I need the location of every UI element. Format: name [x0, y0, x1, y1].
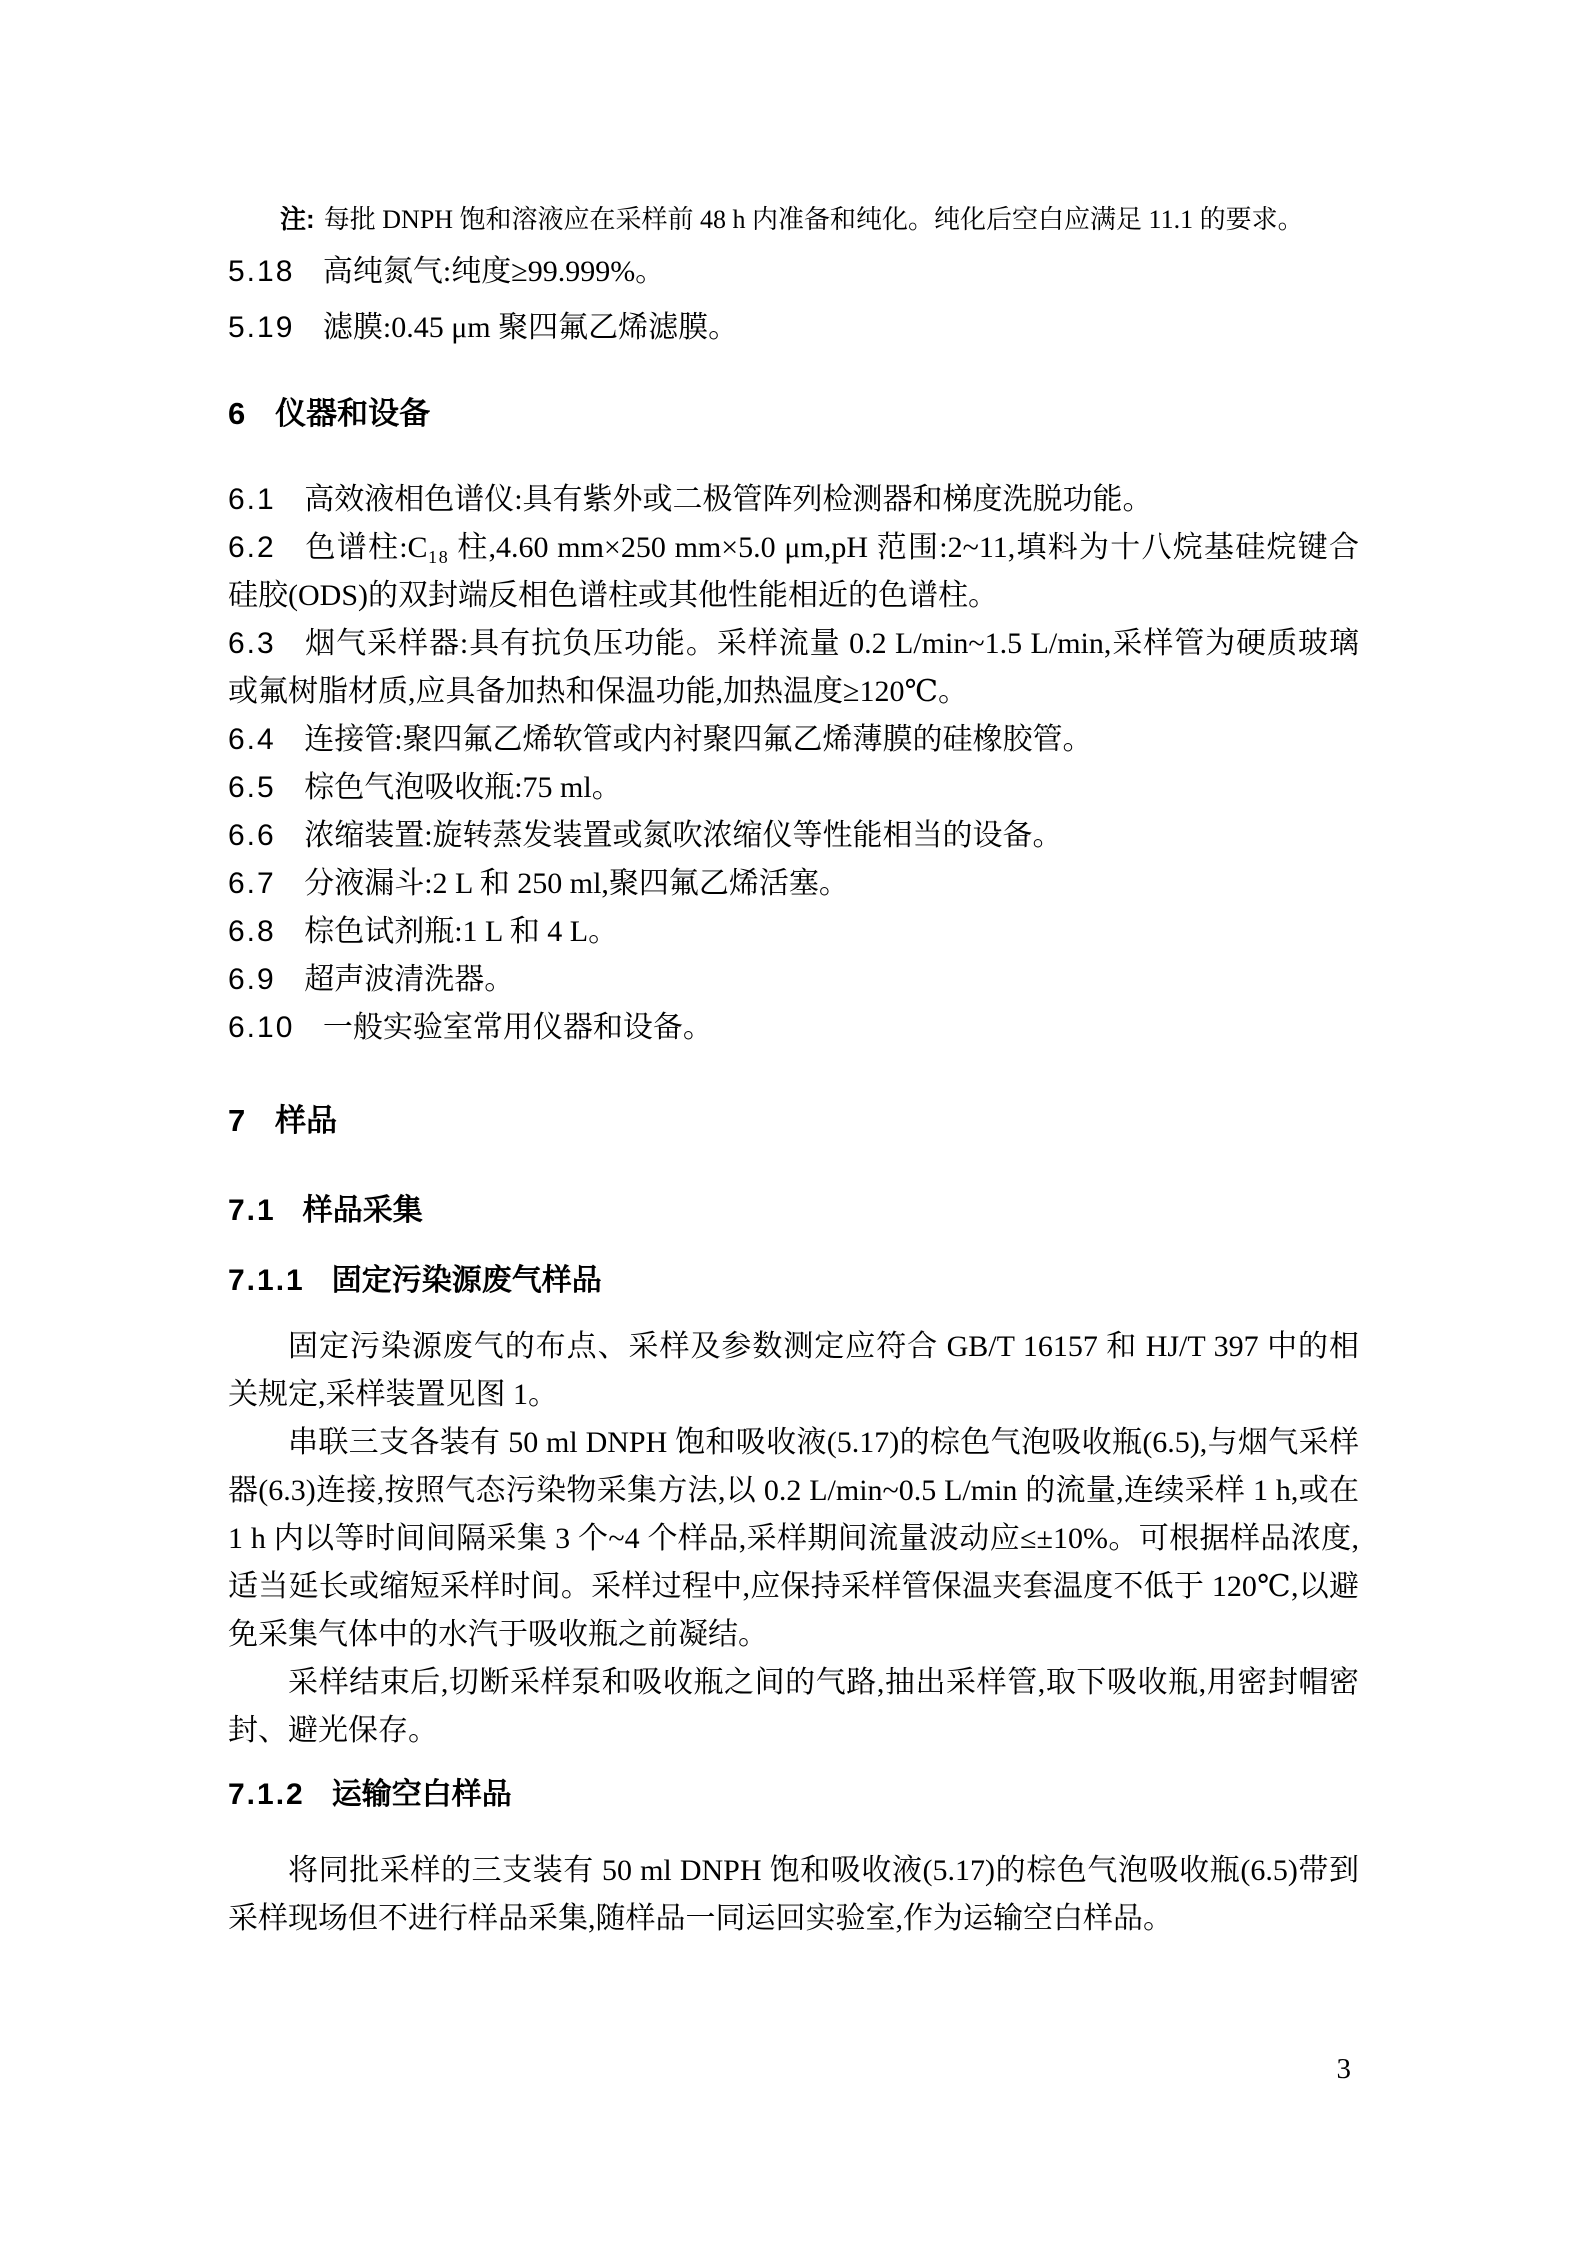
note-label: 注:: [280, 204, 315, 234]
note-text: 每批 DNPH 饱和溶液应在采样前 48 h 内准备和纯化。纯化后空白应满足 11.1 的要求。: [323, 205, 1304, 234]
paragraphs-7-1-1: [228, 1323, 1359, 1755]
body-paragraph: 固定污染源废气的布点、采样及参数测定应符合 GB/T 16157 和 HJ/T 397 中的相关规定,采样装置见图 1。: [228, 1330, 1359, 1411]
paragraphs-7-1-2: [228, 1847, 1359, 1943]
section-6-title: 仪器和设备: [275, 396, 431, 431]
clause-row: [228, 764, 1359, 812]
clause-row: [228, 476, 1359, 524]
clause-text: 高纯氮气:纯度≥99.999%。: [322, 255, 666, 288]
clause-number: 5.19: [228, 311, 295, 344]
body-paragraph: 串联三支各装有 50 ml DNPH 饱和吸收液(5.17)的棕色气泡吸收瓶(6.5),与烟气采样器(6.3)连接,按照气态污染物采集方法,以 0.2 L/min~0.5 L/min 的流量,连续采样 1 h,或在 1 h 内以等时间间隔采集 3 个~4 个样品,采样期间流量波动应≤±10%。可根据样品浓度,适当延长或缩短采样时间。采样过程中,应保持采样管保温夹套温度不低于 120℃,以避免采集气体中的水汽于吸收瓶之前凝结。: [228, 1426, 1359, 1651]
clause-text: 棕色气泡吸收瓶:75 ml。: [304, 771, 622, 804]
clause-number: 6.1: [228, 483, 276, 516]
clause-row: [228, 860, 1359, 908]
clause-number: 6.3: [228, 627, 276, 660]
page-number: 3: [1336, 2053, 1351, 2085]
clause-row: [228, 812, 1359, 860]
clause-number: 6.9: [228, 963, 276, 996]
clause-row: [228, 908, 1359, 956]
section-7-heading: [228, 1099, 1359, 1143]
section-7-1-number: 7.1: [228, 1194, 276, 1227]
section-7-1-2-heading: [228, 1773, 1359, 1817]
section-7-1-title: 样品采集: [302, 1194, 423, 1227]
section-7-number: 7: [228, 1103, 248, 1138]
clause-number: 6.8: [228, 915, 276, 948]
clause-row: [228, 248, 1359, 296]
clause-number: 6.4: [228, 723, 276, 756]
section-7-1-heading: [228, 1189, 1359, 1233]
clause-text: 一般实验室常用仪器和设备。: [322, 1011, 713, 1044]
body-paragraph: 采样结束后,切断采样泵和吸收瓶之间的气路,抽出采样管,取下吸收瓶,用密封帽密封、避光保存。: [228, 1666, 1359, 1747]
clause-text: 连接管:聚四氟乙烯软管或内衬聚四氟乙烯薄膜的硅橡胶管。: [304, 723, 1093, 756]
clause-row: [228, 716, 1359, 764]
section-7-1-1-title: 固定污染源废气样品: [331, 1264, 602, 1297]
clause-row: [228, 304, 1359, 352]
section-7-1-2-title: 运输空白样品: [331, 1778, 512, 1811]
clause-number: 6.6: [228, 819, 276, 852]
clause-number: 6.5: [228, 771, 276, 804]
clause-list-5: [228, 248, 1359, 352]
clause-text: 棕色试剂瓶:1 L 和 4 L。: [304, 915, 619, 948]
note-paragraph: [228, 195, 1359, 244]
clause-text: 超声波清洗器。: [304, 963, 515, 996]
clause-number: 5.18: [228, 255, 295, 288]
clause-number: 6.7: [228, 867, 276, 900]
body-paragraph: 将同批采样的三支装有 50 ml DNPH 饱和吸收液(5.17)的棕色气泡吸收瓶(6.5)带到采样现场但不进行样品采集,随样品一同运回实验室,作为运输空白样品。: [228, 1854, 1359, 1935]
clause-text: 色谱柱:C₁₈ 柱,4.60 mm×250 mm×5.0 μm,pH 范围:2~11,填料为十八烷基硅烷键合硅胶(ODS)的双封端反相色谱柱或其他性能相近的色谱柱。: [228, 531, 1359, 612]
clause-text: 浓缩装置:旋转蒸发装置或氮吹浓缩仪等性能相当的设备。: [304, 819, 1063, 852]
section-7-title: 样品: [275, 1103, 338, 1138]
clause-row: [228, 1004, 1359, 1052]
section-7-1-2-number: 7.1.2: [228, 1778, 305, 1811]
section-6-number: 6: [228, 396, 248, 431]
section-6-heading: [228, 392, 1359, 436]
clause-number: 6.10: [228, 1011, 295, 1044]
section-7-1-1-heading: [228, 1259, 1359, 1303]
clause-row: [228, 524, 1359, 620]
clause-text: 烟气采样器:具有抗负压功能。采样流量 0.2 L/min~1.5 L/min,采样管为硬质玻璃或氟树脂材质,应具备加热和保温功能,加热温度≥120℃。: [228, 627, 1359, 708]
section-7-1-1-number: 7.1.1: [228, 1264, 305, 1297]
clause-list-6: [228, 476, 1359, 1052]
clause-number: 6.2: [228, 531, 276, 564]
clause-row: [228, 620, 1359, 716]
clause-text: 分液漏斗:2 L 和 250 ml,聚四氟乙烯活塞。: [304, 867, 849, 900]
clause-row: [228, 956, 1359, 1004]
clause-text: 滤膜:0.45 μm 聚四氟乙烯滤膜。: [322, 311, 739, 344]
clause-text: 高效液相色谱仪:具有紫外或二极管阵列检测器和梯度洗脱功能。: [304, 483, 1153, 516]
